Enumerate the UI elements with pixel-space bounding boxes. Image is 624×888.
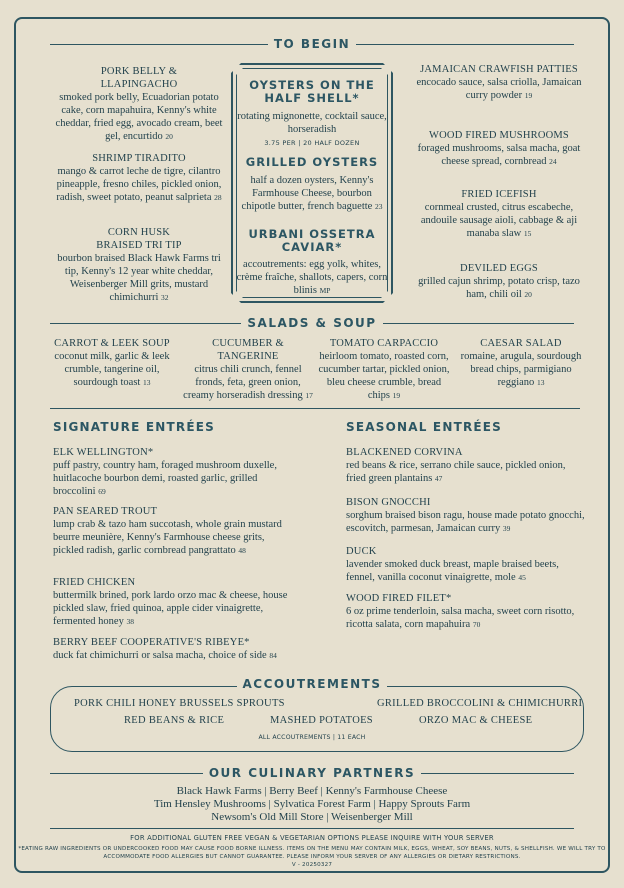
item-desc: red beans & rice, serrano chile sauce, pickled onion, fried green plantains [346,460,566,484]
signature-entrees-title: SIGNATURE ENTRÉES [53,420,216,434]
oysters-half-shell-desc [236,110,388,150]
item-desc: puff pastry, country ham, foraged mushroom duxelle, huitlacoche bourbon demi, roasted garlic, grilled broccolini [53,460,277,497]
item-price: 38 [126,617,134,626]
item-name: BISON GNOCCHI [346,497,431,508]
item-name: CORN HUSK BRAISED TRI TIP [96,227,182,251]
item-desc: sorghum braised bison ragu, house made potato gnocchi, escovitch, parmesan, Jamaican curry [346,510,585,534]
menu-item-elk-wellington [53,446,293,498]
footer-gluten-note: FOR ADDITIONAL GLUTEN FREE VEGAN & VEGETARIAN OPTIONS PLEASE INQUIRE WITH YOUR SERVER [130,834,494,842]
menu-item-fried-icefish [414,188,584,240]
item-desc: smoked pork belly, Ecuadorian potato cake, corn mapahuira, Kenny's white cheddar, fried egg, avocado cream, beet gel, encurtido [55,92,223,142]
item-desc: foraged mushrooms, salsa macha, goat cheese spread, cornbread [417,143,581,167]
item-name: DEVILED EGGS [460,263,538,274]
item-desc: duck fat chimichurri or salsa macha, choice of side [53,650,267,661]
item-name: BERRY BEEF COOPERATIVE'S RIBEYE* [53,637,250,648]
item-price: 84 [269,651,277,660]
item-price: 13 [142,378,151,387]
seasonal-entrees-title: SEASONAL ENTRÉES [346,420,503,434]
side-mashed-potatoes: MASHED POTATOES [270,715,373,726]
item-price: 13 [536,378,545,387]
menu-item-blackened-corvina [346,446,586,485]
footer-divider [50,828,574,829]
caviar-price: MP [319,286,331,295]
caviar-desc-text: accoutrements: egg yolk, whites, crème fraîche, shallots, capers, corn blinis [236,259,388,296]
item-price: 17 [305,391,313,400]
menu-item-corn-husk-tri-tip [52,226,226,304]
side-broccolini: GRILLED BROCCOLINI & CHIMICHURRI [377,698,583,709]
item-price: 70 [472,620,481,629]
item-price: 19 [524,91,533,100]
item-desc: encocado sauce, salsa criolla, Jamaican curry powder [416,77,582,101]
menu-item-crawfish-patties [414,63,584,102]
item-name: SHRIMP TIRADITO [92,153,186,164]
footer-version: V - 20250327 [291,862,333,868]
item-name: BLACKENED CORVINA [346,447,463,458]
to-begin-title: TO BEGIN [268,37,356,51]
caviar-desc [236,258,388,297]
menu-item-tomato-carpaccio [318,337,450,402]
menu-item-carrot-leek-soup [50,337,174,389]
side-red-beans-rice: RED BEANS & RICE [124,715,225,726]
menu-item-cucumber-tangerine [182,337,314,402]
partners-line-1: Black Hawk Farms | Berry Beef | Kenny's Farmhouse Cheese [176,785,448,797]
section-heading-accoutrements [0,677,624,691]
item-desc: grilled cajun shrimp, potato crisp, tazo ham, chili oil [418,276,580,300]
item-name: CAESAR SALAD [480,338,562,349]
menu-item-duck [346,545,586,584]
item-price: 45 [518,573,526,582]
divider-line [50,408,580,409]
caviar-title: URBANI OSSETRA CAVIAR* [248,227,376,254]
partners-line-3: Newsom's Old Mill Store | Weisenberger Mill [211,811,413,823]
menu-item-pan-seared-trout [53,505,293,557]
item-price: 39 [502,524,511,533]
item-name: CARROT & LEEK SOUP [54,338,170,349]
menu-item-shrimp-tiradito [52,152,226,204]
menu-item-deviled-eggs [414,262,584,301]
item-desc: lump crab & tazo ham succotash, whole grain mustard beurre meunière, Kenny's Farmhouse cheese grits, pickled radish, garlic cornbread pangrattato [53,519,282,556]
item-name: PAN SEARED TROUT [53,506,158,517]
item-desc: bourbon braised Black Hawk Farms tri tip, Kenny's 12 year white cheddar, Weisenberger Mill grits, mustard chimichurri [57,253,221,303]
grilled-oysters-desc-text: half a dozen oysters, Kenny's Farmhouse Cheese, bourbon chipotle butter, french baguette [241,175,374,212]
item-name: JAMAICAN CRAWFISH PATTIES [420,64,578,75]
item-price: 47 [434,474,443,483]
item-name: FRIED CHICKEN [53,577,136,588]
item-name: CUCUMBER & TANGERINE [212,338,284,362]
section-heading-partners [0,766,624,780]
item-price: 69 [98,487,106,496]
menu-item-ribeye [53,636,303,662]
side-brussels-sprouts: PORK CHILI HONEY BRUSSELS SPROUTS [74,698,285,709]
item-name: WOOD FIRED MUSHROOMS [429,130,569,141]
item-price: 48 [238,546,246,555]
footer-allergy-note-2: ACCOMMODATE FOOD ALLERGIES BUT CANNOT GUARANTEE. PLEASE INFORM YOUR SERVER OF ANY ALLERGIES OR DIETARY RESTRICTIONS. [103,854,521,860]
item-desc: romaine, arugula, sourdough bread chips, parmigiano reggiano [460,351,582,388]
oysters-half-shell-price: 3.75 PER | 20 HALF DOZEN [264,139,360,147]
partners-title: OUR CULINARY PARTNERS [203,766,421,780]
item-desc: heirloom tomato, roasted corn, cucumber tartar, pickled onion, bleu cheese crumble, bread chips [318,351,450,401]
item-price: 15 [523,229,532,238]
salads-title: SALADS & SOUP [241,316,382,330]
item-desc: lavender smoked duck breast, maple braised beets, fennel, vanilla coconut vinaigrette, mole [346,559,559,583]
item-name: PORK BELLY & LLAPINGACHO [100,66,178,90]
item-name: TOMATO CARPACCIO [329,338,439,349]
item-name: ELK WELLINGTON* [53,447,154,458]
item-price: 32 [161,293,169,302]
side-orzo-mac: ORZO MAC & CHEESE [419,715,533,726]
item-desc: mango & carrot leche de tigre, cilantro pineapple, fresno chiles, pickled onion, radish, sweet potato, peanut salprieta [56,166,222,203]
item-price: 28 [214,193,222,202]
partners-line-2: Tim Hensley Mushrooms | Sylvatica Forest Farm | Happy Sprouts Farm [153,798,471,810]
item-desc: citrus chili crunch, fennel fronds, feta, green onion, creamy horseradish dressing [183,364,303,401]
accoutrements-price-note: ALL ACCOUTREMENTS | 11 EACH [258,734,366,741]
item-desc: buttermilk brined, pork lardo orzo mac & cheese, house pickled slaw, fried quinoa, apple cider vinaigrette, fermented honey [53,590,288,627]
menu-item-bison-gnocchi [346,496,586,535]
menu-item-caesar-salad [458,337,584,389]
section-heading-to-begin [0,37,624,51]
section-heading-salads [0,316,624,330]
item-price: 19 [392,391,401,400]
grilled-oysters-title: GRILLED OYSTERS [245,155,379,169]
item-desc: coconut milk, garlic & leek crumble, tangerine oil, sourdough toast [54,351,170,388]
footer-allergy-note-1: *EATING RAW INGREDIENTS OR UNDERCOOKED FOOD MAY CAUSE FOOD BORNE ILLNESS. ITEMS ON THE MENU MAY CONTAIN MILK, EGGS, WHEAT, SOY BEANS, NUTS, & SHELLFISH. WE WILL TRY TO [18,846,606,852]
item-name: FRIED ICEFISH [461,189,537,200]
menu-item-fried-chicken [53,576,293,628]
item-name: WOOD FIRED FILET* [346,593,452,604]
grilled-oysters-price: 23 [374,202,383,211]
item-price: 20 [524,290,532,299]
item-price: 20 [165,132,173,141]
menu-item-wood-fired-mushrooms [414,129,584,168]
item-price: 24 [549,157,557,166]
item-desc: 6 oz prime tenderloin, salsa macha, sweet corn risotto, ricotta salata, corn mapahuira [346,606,575,630]
item-name: DUCK [346,546,377,557]
oysters-half-shell-desc-text: rotating mignonette, cocktail sauce, horseradish [237,111,387,135]
grilled-oysters-desc [236,174,388,213]
item-desc: cornmeal crusted, citrus escabeche, andouile sausage aioli, cabbage & aji manaba slaw [420,202,578,239]
menu-item-pork-belly [52,65,226,143]
menu-item-wood-fired-filet [346,592,586,631]
accoutrements-title: ACCOUTREMENTS [237,677,388,691]
oysters-half-shell-title: OYSTERS ON THE HALF SHELL* [249,78,375,105]
